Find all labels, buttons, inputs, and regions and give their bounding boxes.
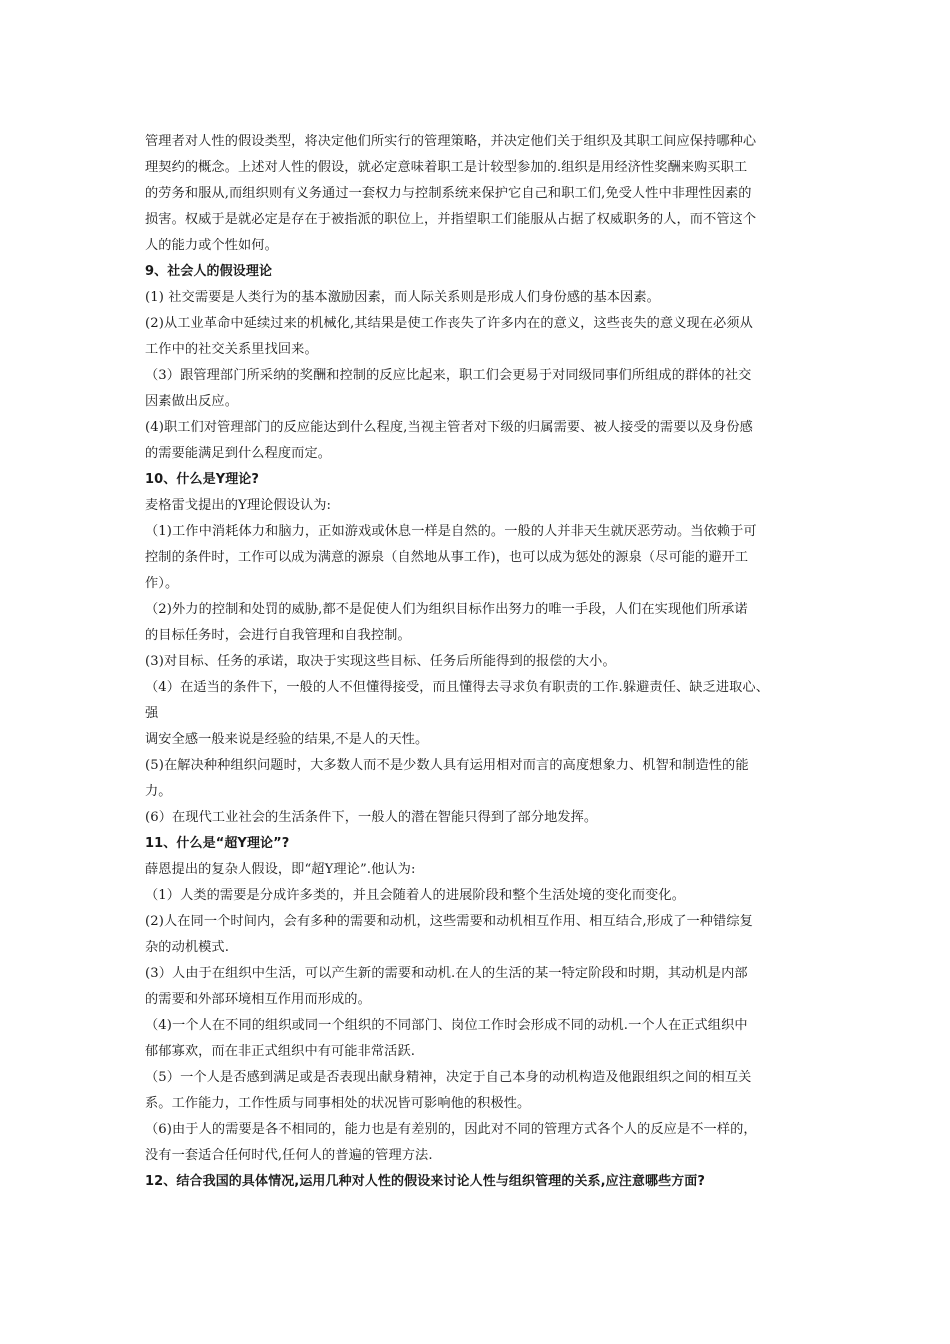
section-heading: 10、什么是Y理论? <box>145 472 260 487</box>
text-line: （4)一个人在不同的组织或同一个组织的不同部门、岗位工作时会形成不同的动机.一个人在正式组织中 <box>145 1018 748 1033</box>
text-line: (2)从工业革命中延续过来的机械化,其结果是使工作丧失了许多内在的意义，这些丧失的意义现在必须从 <box>145 316 753 331</box>
section-heading: 11、什么是“超Y理论”? <box>145 836 290 851</box>
text-line: 管理者对人性的假设类型，将决定他们所实行的管理策略，并决定他们关于组织及其职工间应保持哪种心 <box>145 134 757 149</box>
text-line: (4)职工们对管理部门的反应能达到什么程度,当视主管者对下级的归属需要、被人接受的需要以及身份感 <box>145 420 753 435</box>
text-line: （3）跟管理部门所采纳的奖酬和控制的反应比起来，职工们会更易于对同级同事们所组成的群体的社交 <box>145 368 752 383</box>
text-line: (2)人在同一个时间内，会有多种的需要和动机，这些需要和动机相互作用、相互结合,形成了一种错综复 <box>145 914 753 929</box>
text-line: 调安全感一般来说是经验的结果,不是人的天性。 <box>145 732 429 747</box>
text-line: （5）一个人是否感到满足或是否表现出献身精神，决定于自己本身的动机构造及他跟组织之间的相互关 <box>145 1070 752 1085</box>
text-line: 力。 <box>145 784 172 799</box>
text-line: （6)由于人的需要是各不相同的，能力也是有差别的，因此对不同的管理方式各个人的反应是不一样的， <box>145 1122 757 1137</box>
text-line: 郁郁寡欢，而在非正式组织中有可能非常活跃. <box>145 1044 416 1059</box>
text-line: (5)在解决种种组织问题时，大多数人而不是少数人具有运用相对而言的高度想象力、机智和制造性的能 <box>145 758 749 773</box>
section-heading: 12、结合我国的具体情况,运用几种对人性的假设来讨论人性与组织管理的关系,应注意哪些方面? <box>145 1174 706 1189</box>
text-line: 的劳务和服从,而组织则有义务通过一套权力与控制系统来保护它自己和职工们,免受人性中非理性因素的 <box>145 186 752 201</box>
text-line: 麦格雷戈提出的Y理论假设认为: <box>145 498 332 513</box>
section-heading: 9、社会人的假设理论 <box>145 264 273 279</box>
text-line: 系。工作能力，工作性质与同事相处的状况皆可影响他的积极性。 <box>145 1096 531 1111</box>
text-line: 强 <box>145 706 159 721</box>
text-line: （1）人类的需要是分成许多类的，并且会随着人的进展阶段和整个生活处境的变化而变化。 <box>145 888 685 903</box>
text-line: 的需要和外部环境相互作用而形成的。 <box>145 992 371 1007</box>
text-line: 没有一套适合任何时代,任何人的普遍的管理方法. <box>145 1148 433 1163</box>
text-line: (6）在现代工业社会的生活条件下，一般人的潜在智能只得到了部分地发挥。 <box>145 810 598 825</box>
text-line: 杂的动机模式. <box>145 940 230 955</box>
text-line: 工作中的社交关系里找回来。 <box>145 342 318 357</box>
text-line: 损害。权威于是就必定是存在于被指派的职位上，并指望职工们能服从占据了权威职务的人，而不管这个 <box>145 212 757 227</box>
text-line: （4）在适当的条件下，一般的人不但懂得接受，而且懂得去寻求负有职责的工作.躲避责任、缺乏进取心、 <box>145 680 770 695</box>
text-line: 的需要能满足到什么程度而定。 <box>145 446 332 461</box>
text-line: 的目标任务时，会进行自我管理和自我控制。 <box>145 628 411 643</box>
text-line: (3)对目标、任务的承诺，取决于实现这些目标、任务后所能得到的报偿的大小。 <box>145 654 616 669</box>
text-line: 薛恩提出的复杂人假设，即“超Y理论”.他认为: <box>145 862 416 877</box>
text-line: (3）人由于在组织中生活，可以产生新的需要和动机.在人的生活的某一特定阶段和时期，其动机是内部 <box>145 966 748 981</box>
text-line: (1) 社交需要是人类行为的基本激励因素，而人际关系则是形成人们身份感的基本因素。 <box>145 290 660 305</box>
text-line: 因素做出反应。 <box>145 394 239 409</box>
text-line: （1)工作中消耗体力和脑力，正如游戏或休息一样是自然的。一般的人并非天生就厌恶劳动。当依赖于可 <box>145 524 757 539</box>
text-line: 理契约的概念。上述对人性的假设，就必定意味着职工是计较型参加的.组织是用经济性奖酬来购买职工 <box>145 160 748 175</box>
text-line: （2)外力的控制和处罚的威胁,都不是促使人们为组织目标作出努力的唯一手段，人们在实现他们所承诺 <box>145 602 748 617</box>
text-line: 作）。 <box>145 576 179 591</box>
text-line: 人的能力或个性如何。 <box>145 238 278 253</box>
document-body <box>145 129 825 1195</box>
text-line: 控制的条件时，工作可以成为满意的源泉（自然地从事工作)，也可以成为惩处的源泉（尽可能的避开工 <box>145 550 749 565</box>
